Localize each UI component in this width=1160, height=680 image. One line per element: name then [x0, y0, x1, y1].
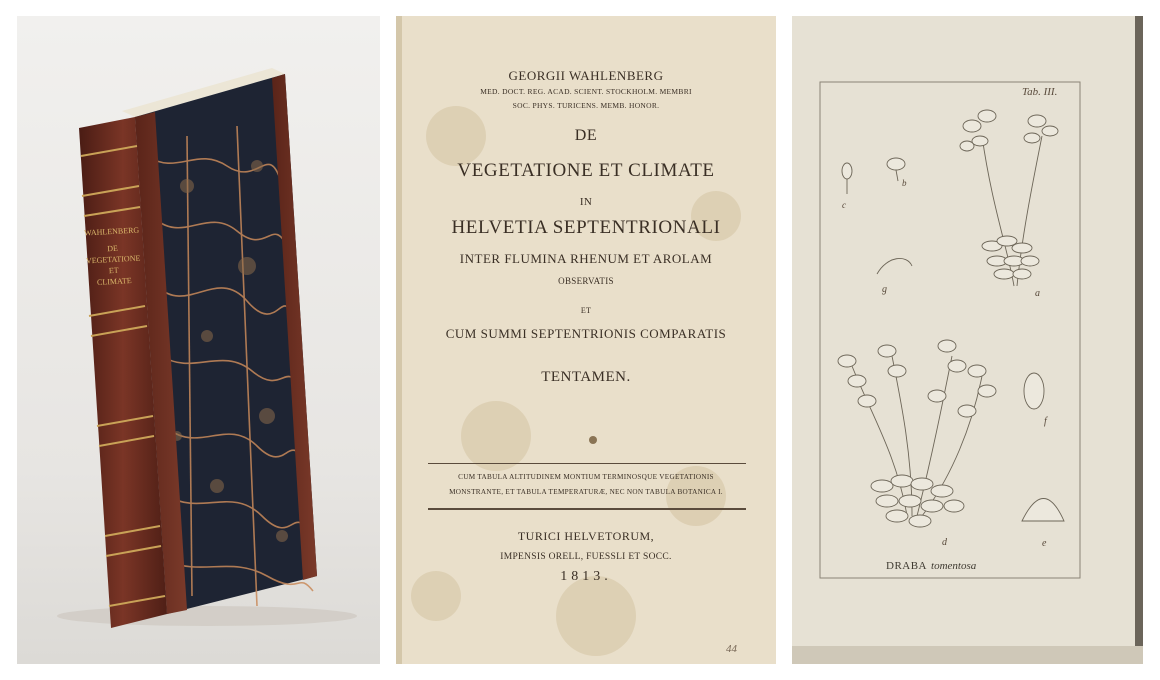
fig-label-a: a: [1035, 288, 1040, 299]
tentamen: TENTAMEN.: [541, 369, 631, 385]
caption-species: tomentosa: [931, 560, 977, 572]
divider-rule-bottom: [428, 508, 746, 510]
figure-c-flower: [842, 163, 852, 194]
figure-f-pod: [1024, 373, 1044, 409]
title-region: HELVETIA SEPTENTRIONALI: [451, 217, 721, 238]
fig-label-f: f: [1044, 416, 1047, 427]
credentials-line2: SOC. PHYS. TURICENS. MEMB. HONOR.: [512, 101, 660, 110]
figure-g-curl: [877, 258, 912, 274]
title-in: IN: [579, 196, 593, 208]
imprint-publisher: IMPENSIS ORELL, FUESSLI ET SOCC.: [500, 552, 672, 562]
title-main: VEGETATIONE ET CLIMATE: [457, 160, 715, 181]
tabula-line1: CUM TABULA ALTITUDINEM MONTIUM TERMINOSQUE VEGETATIONIS: [458, 473, 714, 481]
figure-e-cone: [1022, 499, 1064, 522]
observatis: OBSERVATIS: [558, 276, 614, 286]
author-name: GEORGII WAHLENBERG: [508, 68, 664, 83]
plate-tab-label: Tab. III.: [1022, 86, 1058, 98]
title-rivers: INTER FLUMINA RHENUM ET AROLAM: [459, 251, 713, 266]
botanical-plate-panel: [792, 16, 1143, 664]
spine-title-line2: VEGETATIONE: [85, 253, 141, 266]
fig-label-e: e: [1042, 538, 1047, 549]
imprint-year: 1813.: [560, 569, 612, 584]
fig-label-d: d: [942, 537, 947, 548]
spine-title-line1: DE: [107, 243, 119, 254]
fig-label-b: b: [902, 178, 907, 188]
figure-d-plant: [838, 340, 996, 527]
et-line: ET: [580, 306, 592, 315]
imprint-city: TURICI HELVETORUM,: [517, 529, 655, 543]
title-de: DE: [574, 127, 598, 144]
title-page-panel: [396, 16, 776, 664]
bound-book-illustration: [17, 16, 380, 664]
comparatis-line: CUM SUMMI SEPTENTRIONIS COMPARATIS: [445, 326, 727, 341]
fig-label-c: c: [842, 200, 846, 210]
plate-caption: [886, 556, 976, 574]
divider-rule-top: [428, 463, 746, 464]
spine-lettering: [82, 225, 143, 289]
credentials-line1: MED. DOCT. REG. ACAD. SCIENT. STOCKHOLM. MEMBRI: [480, 87, 692, 96]
tabula-line2: MONSTRANTE, ET TABULA TEMPERATURÆ, NEC NON TABULA BOTANICA I.: [449, 488, 723, 496]
book-photo-panel: [17, 16, 380, 664]
spine-author: WAHLENBERG: [83, 225, 140, 238]
spine-title-line3: ET: [108, 265, 119, 276]
figure-a-plant: [960, 110, 1058, 286]
fig-label-g: g: [882, 284, 887, 295]
caption-genus: DRABA: [886, 560, 928, 572]
pencil-mark: 44: [726, 643, 737, 655]
spine-title-line4: CLIMATE: [96, 276, 132, 287]
